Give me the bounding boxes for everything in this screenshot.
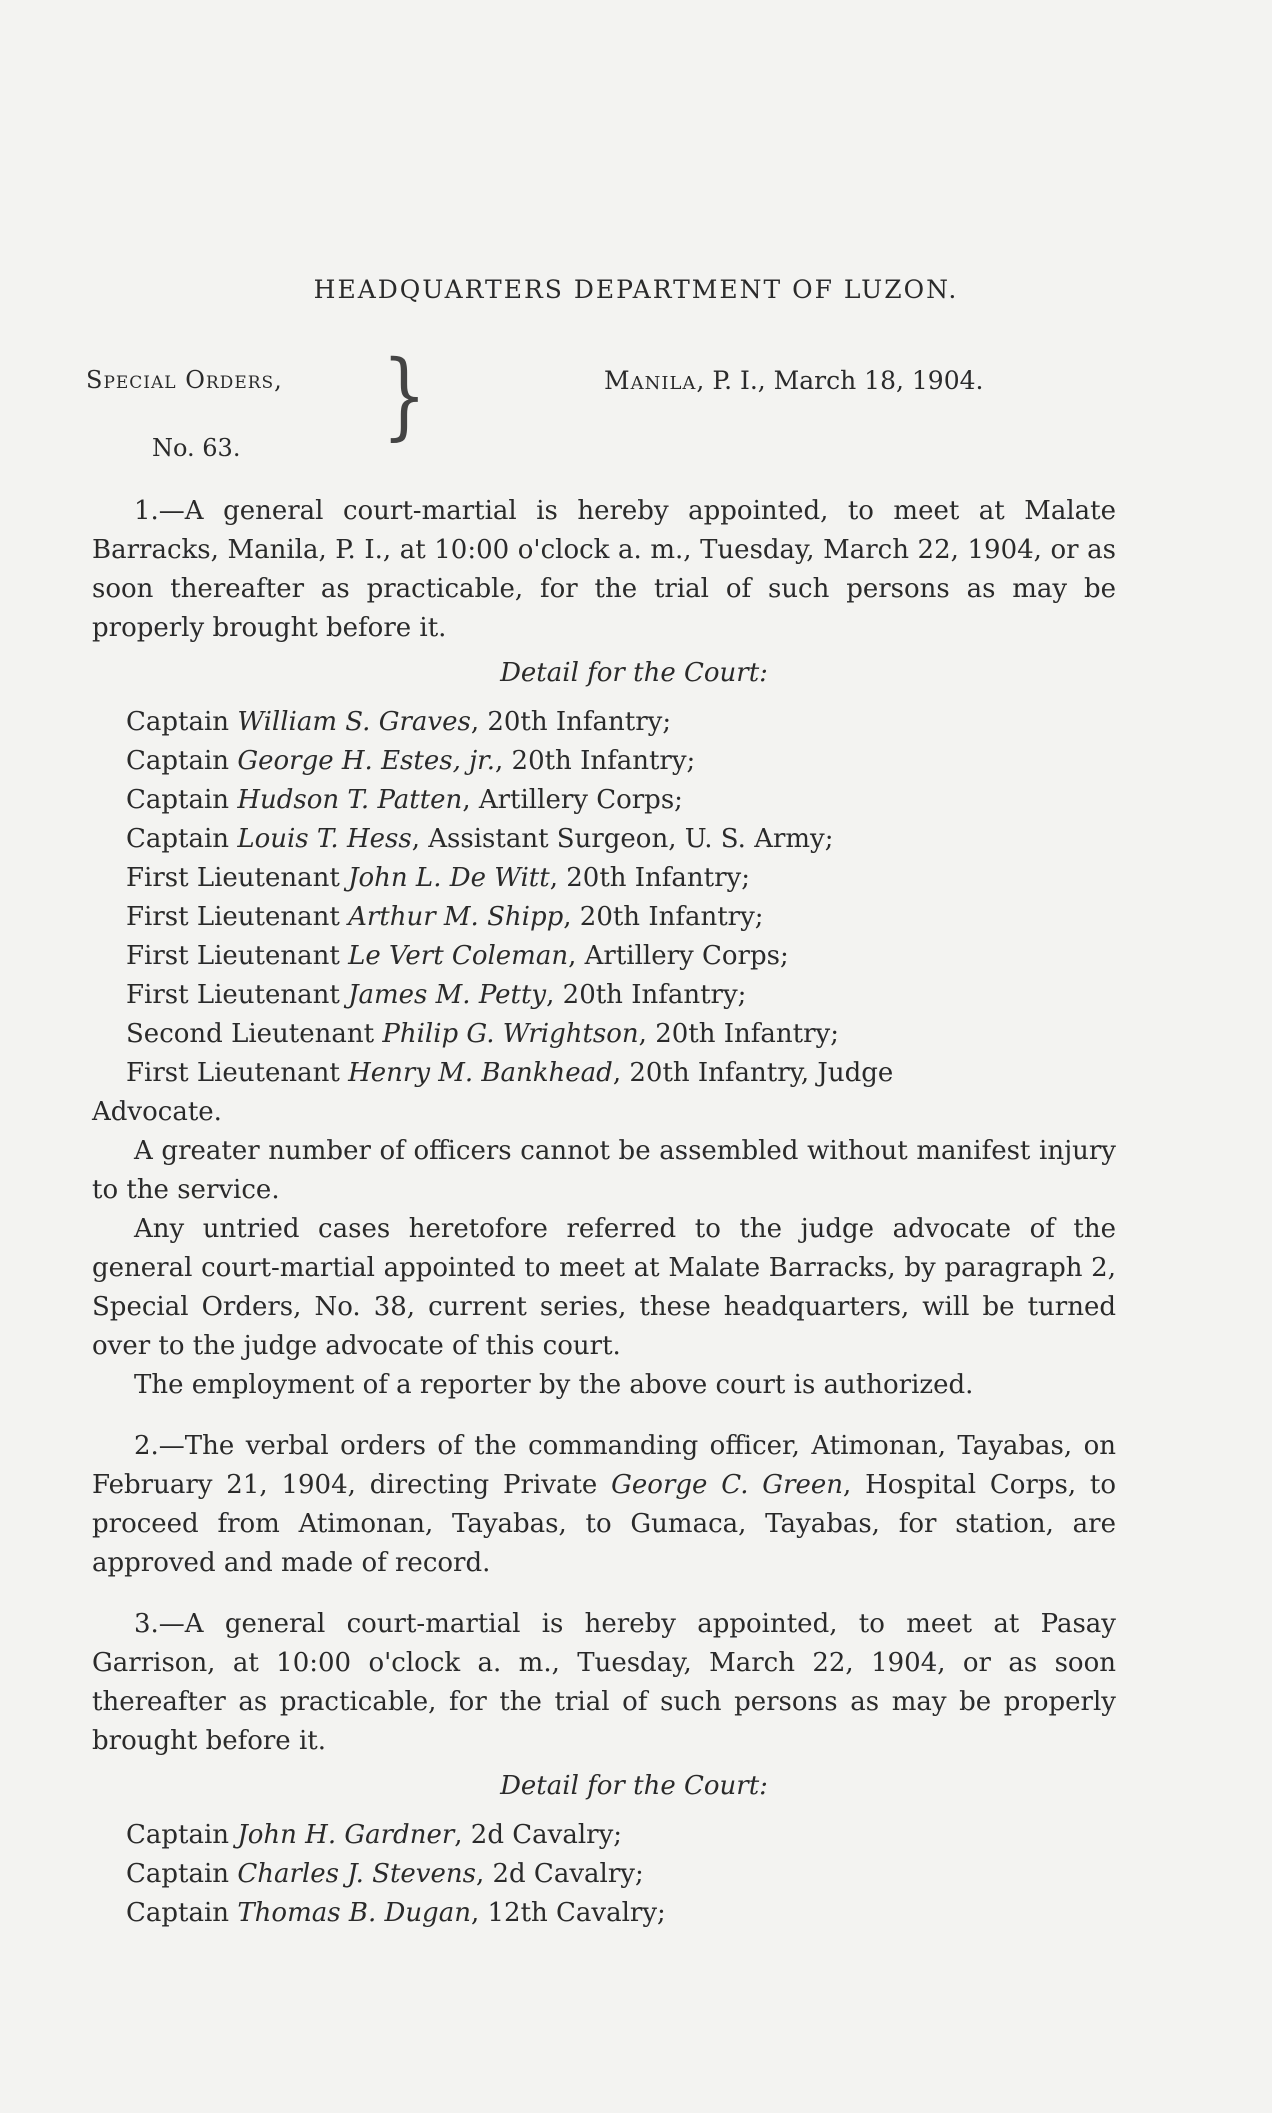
court-member: First Lieutenant Arthur M. Shipp, 20th Infantry; [126, 902, 764, 932]
court-member: Second Lieutenant Philip G. Wrightson, 20th Infantry; [126, 1019, 839, 1049]
court-member: First Lieutenant James M. Petty, 20th Infantry; [126, 980, 747, 1010]
paragraph-3: 3.—A general court-martial is hereby appointed, to meet at Pasay Garrison, at 10:00 o'clock a. m., Tuesday, March 22, 1904, or as soon thereafter as practicable, for the trial of such persons as may be properly brought before it. [92, 1609, 1116, 1756]
orders-label: Special Orders, [86, 366, 283, 394]
body-text [92, 492, 1116, 1933]
dateline [604, 366, 983, 395]
reporter-paragraph: The employment of a reporter by the above court is authorized. [134, 1370, 974, 1400]
court-member: Captain John H. Gardner, 2d Cavalry; [126, 1820, 623, 1850]
orders-number: No. 63. [152, 434, 241, 462]
page-title: HEADQUARTERS DEPARTMENT OF LUZON. [313, 275, 959, 304]
court-member: First Lieutenant Le Vert Coleman, Artillery Corps; [126, 941, 789, 971]
paragraph-2: 2.—The verbal orders of the commanding officer, Atimonan, Tayabas, on February 21, 1904, directing Private George C. Green, Hospital Corps, to proceed from Atimonan, Tayabas, to Gumaca, Tayabas, for station, are approved and made of record. [92, 1431, 1117, 1578]
untried-cases-paragraph: Any untried cases heretofore referred to the judge advocate of the general court-martial appointed to meet at Malate Barracks, by paragraph 2, Special Orders, No. 38, current series, these headquarters, will be turned over to the judge advocate of this court. [92, 1214, 1116, 1361]
court-member: First Lieutenant John L. De Witt, 20th Infantry; [126, 863, 750, 893]
court-member: Captain Charles J. Stevens, 2d Cavalry; [126, 1859, 644, 1889]
orders-block [86, 366, 283, 462]
dateline-rest: , P. I., March 18, 1904. [696, 366, 984, 395]
detail-subheading-2: Detail for the Court: [500, 1771, 768, 1801]
judge-advocate-line: Advocate. [92, 1097, 222, 1127]
court-member: Captain Hudson T. Patten, Artillery Corps; [126, 785, 683, 815]
court-member: Captain Louis T. Hess, Assistant Surgeon, U. S. Army; [126, 824, 834, 854]
court-member: First Lieutenant Henry M. Bankhead, 20th Infantry, Judge [126, 1058, 894, 1088]
greater-number-paragraph: A greater number of officers cannot be assembled without manifest injury to the service. [92, 1136, 1116, 1205]
court-member: Captain George H. Estes, jr., 20th Infantry; [126, 746, 696, 776]
detail-subheading-1: Detail for the Court: [500, 658, 768, 688]
brace-glyph: } [382, 339, 427, 451]
dateline-place: Manila [604, 366, 697, 395]
paragraph-1: 1.—A general court-martial is hereby appointed, to meet at Malate Barracks, Manila, P. I., at 10:00 o'clock a. m., Tuesday, March 22, 1904, or as soon thereafter as practicable, for the trial of such persons as may be properly brought before it. [92, 496, 1116, 643]
court-member: Captain Thomas B. Dugan, 12th Cavalry; [126, 1898, 666, 1928]
court-member: Captain William S. Graves, 20th Infantry; [126, 707, 672, 737]
